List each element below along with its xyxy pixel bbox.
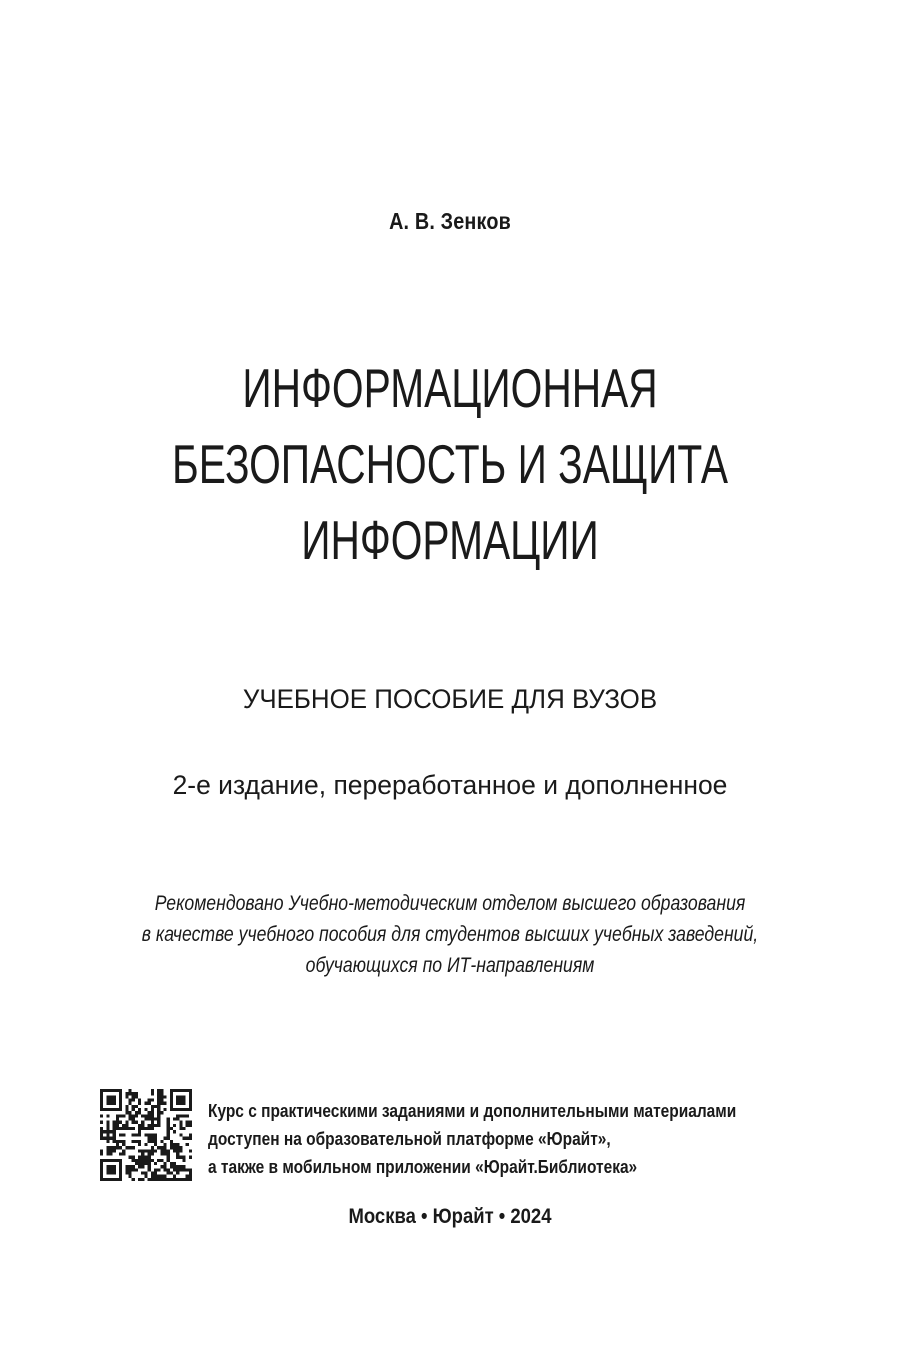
course-line-3: а также в мобильном приложении «Юрайт.Библиотека» [208,1157,638,1177]
recommendation-note [72,888,828,981]
title-line-2: БЕЗОПАСНОСТЬ И ЗАЩИТА [172,433,728,495]
publisher-imprint: Москва • Юрайт • 2024 [348,1205,552,1228]
recommendation-line-3: обучающихся по ИТ-направлениям [305,954,595,977]
book-title [117,350,783,578]
title-line-1: ИНФОРМАЦИОННАЯ [242,357,658,419]
recommendation-line-1: Рекомендовано Учебно-методическим отделом высшего образования [154,892,746,915]
edition-note: 2-е издание, переработанное и дополненное [172,770,728,800]
course-line-1: Курс с практическими заданиями и дополнительными материалами [208,1101,737,1121]
recommendation-line-2: в качестве учебного пособия для студентов высших учебных заведений, [141,923,759,946]
author-name: А. В. Зенков [389,208,511,234]
qr-code-icon[interactable] [100,1089,192,1181]
title-line-3: ИНФОРМАЦИИ [301,509,599,571]
course-note [208,1097,758,1181]
book-subtitle: УЧЕБНОЕ ПОСОБИЕ ДЛЯ ВУЗОВ [242,684,658,714]
course-line-2: доступен на образовательной платформе «Юрайт», [208,1129,611,1149]
